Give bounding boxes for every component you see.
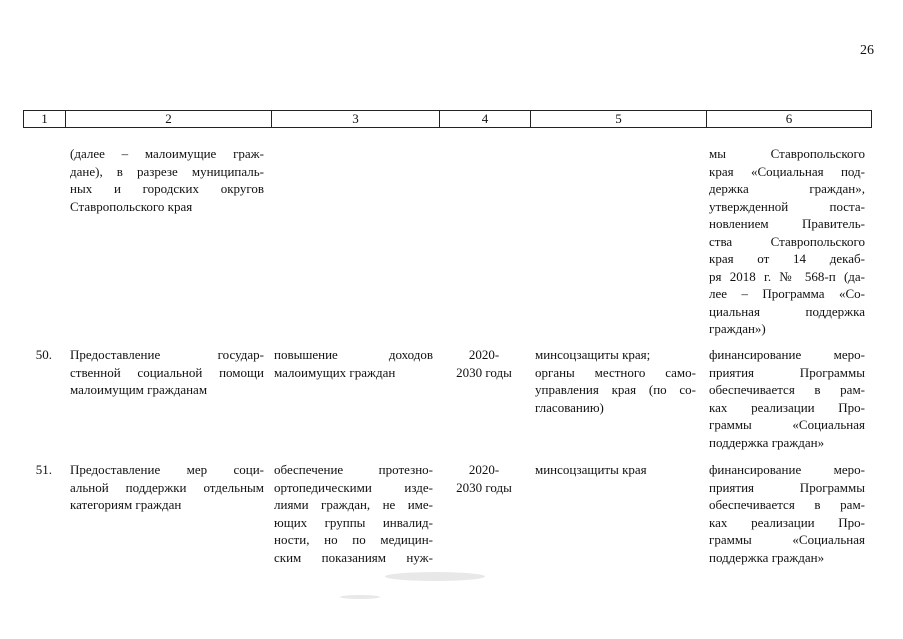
text-line: 2030 годы <box>456 479 512 495</box>
header-col-3: 3 <box>352 111 359 126</box>
continuation-col2-text <box>70 145 264 215</box>
text-line: 2030 годы <box>456 364 512 380</box>
text-line: Предоставление мер соци- <box>70 462 264 477</box>
text-line: мы Ставропольского <box>709 146 865 161</box>
row-51-number <box>24 461 52 479</box>
text-line: дане), в разрезе муниципаль- <box>70 163 264 179</box>
text-line: обеспечивается в рам- <box>709 497 865 512</box>
header-col-6: 6 <box>785 111 793 126</box>
row-51-col5 <box>535 461 696 479</box>
text-line: финансирование меро- <box>709 462 865 477</box>
text-line: поддержка граждан» <box>709 434 825 450</box>
text-line: держка граждан», <box>709 181 865 196</box>
text-line: ках реализации Про- <box>709 514 865 530</box>
text-line: граммы «Социальная <box>709 532 865 547</box>
page-number: 26 <box>860 43 874 58</box>
row-51-col6 <box>709 461 865 566</box>
text-line: ским показаниям нуж- <box>274 549 433 565</box>
text-line: лее – Программа «Со- <box>709 286 865 301</box>
text-line: новлением Правитель- <box>709 216 865 231</box>
row-number: 50. <box>35 347 52 362</box>
text-line: ных и городских округов <box>70 181 264 196</box>
text-line: ющих группы инвалид- <box>274 514 433 530</box>
header-col-4: 4 <box>481 111 489 126</box>
text-line: Ставропольского края <box>70 198 193 214</box>
text-line: поддержка граждан» <box>709 549 825 565</box>
header-col-2: 2 <box>165 111 172 126</box>
text-line: категориям граждан <box>70 497 182 512</box>
text-line: (далее – малоимущие граж- <box>70 146 264 161</box>
row-number: 51. <box>35 462 52 477</box>
scan-smudge <box>340 595 380 599</box>
row-51-col4 <box>442 461 526 496</box>
continuation-col6-text <box>709 145 865 338</box>
text-line: финансирование меро- <box>709 347 865 362</box>
row-50-number <box>24 346 52 364</box>
text-line: циальная поддержка <box>709 303 865 319</box>
text-line: утвержденной поста- <box>709 198 865 214</box>
text-line: граждан») <box>709 321 766 336</box>
text-line: малоимущим гражданам <box>70 382 208 397</box>
text-line: управления края (по со- <box>535 382 696 397</box>
row-50-col2 <box>70 346 264 399</box>
scan-smudge <box>385 572 485 581</box>
row-50-col6 <box>709 346 865 451</box>
text-line: ственной социальной помощи <box>70 364 264 380</box>
text-line: минсоцзащиты края <box>535 462 647 477</box>
text-line: минсоцзащиты края; <box>535 347 651 362</box>
text-line: ности, но по медицин- <box>274 532 433 547</box>
text-line: ках реализации Про- <box>709 399 865 415</box>
text-line: ства Ставропольского <box>709 233 865 249</box>
row-51-col2 <box>70 461 264 514</box>
text-line: края «Социальная под- <box>709 163 865 179</box>
text-line: края от 14 декаб- <box>709 251 865 266</box>
text-line: гласованию) <box>535 399 604 415</box>
text-line: малоимущих граждан <box>274 364 396 380</box>
text-line: 2020- <box>468 347 500 362</box>
row-50-col5 <box>535 346 696 416</box>
text-line: ортопедическими изде- <box>274 479 433 495</box>
text-line: органы местного само- <box>535 364 696 380</box>
text-line: приятия Программы <box>709 364 865 380</box>
text-line: обеспечивается в рам- <box>709 382 865 397</box>
text-line: альной поддержки отдельным <box>70 479 264 495</box>
text-line: приятия Программы <box>709 479 865 495</box>
text-line: ря 2018 г. № 568-п (да- <box>709 268 865 284</box>
row-51-col3 <box>274 461 433 566</box>
text-line: граммы «Социальная <box>709 417 865 432</box>
row-50-col3 <box>274 346 433 381</box>
header-col-5: 5 <box>615 111 622 126</box>
text-line: лиями граждан, не име- <box>274 497 433 512</box>
text-line: обеспечение протезно- <box>274 462 433 477</box>
text-line: Предоставление государ- <box>70 347 264 362</box>
text-line: 2020- <box>468 462 500 477</box>
column-number-header <box>23 110 872 128</box>
text-line: повышение доходов <box>274 347 433 362</box>
row-50-col4 <box>442 346 526 381</box>
header-col-1: 1 <box>41 111 48 126</box>
